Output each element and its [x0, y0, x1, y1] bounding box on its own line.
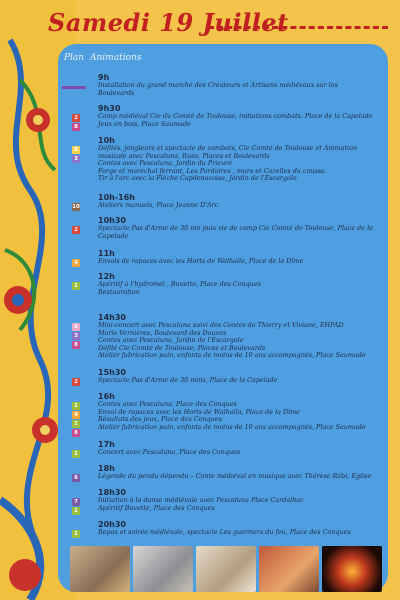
event-time: 10h-16h [98, 193, 135, 202]
event-time: 20h30 [98, 520, 126, 529]
plan-number-badge: 8 [72, 429, 80, 437]
event-description: Camp médiéval Cie du Comté de Toulouse, initiations combats. Place de la Capelade Jeux en bois, Place Saumade [98, 112, 373, 128]
photo-knight [133, 546, 193, 592]
photo-street [196, 546, 256, 592]
event-time: 10h [98, 136, 115, 145]
plan-number-badge: 8 [72, 341, 80, 349]
page-title: Samedi 19 Juillet [48, 8, 289, 37]
plan-number-badge: 1 [72, 282, 80, 290]
event-time: 9h [98, 73, 110, 82]
plan-number-badge: 2 [72, 114, 80, 122]
separator-line [62, 86, 86, 89]
plan-number-badge: 2 [72, 378, 80, 386]
plan-number-badge: 3 [72, 155, 80, 163]
plan-header: Plan [64, 53, 85, 63]
plan-number-badge: 2 [72, 226, 80, 234]
event-description: Mini-concert avec Pescaluna suivi des Contes de Thierry et Viviane, EHPAD Marie Vernières, Boulevard des Douves Contes avec Pescaluna, Jardin de l'Escargole Défilé Cie Comté de Toulouse, Places et Boulevards Atelier fabrication pain, enfants de moins de 10 ans accompagnés, Place Saumade [98, 321, 366, 360]
photo-dancers [259, 546, 319, 592]
event-time: 17h [98, 440, 115, 449]
event-description: Repas et soirée médiévale, spectacle Les guerriers du feu, Place des Conques [98, 528, 351, 536]
event-time: 10h30 [98, 216, 126, 225]
event-description: Défilés, jongleurs et spectacle de combats, Cie Comté de Toulouse et Animation musicale avec Pescaluna, Rues, Places et Boulevards Contes avec Pescaluna, Jardin du Prieuré Forge et maréchal ferrant, Les Pardaires , murs et Cazelles du causse. Tir à l'arc avec la Flèche Capdenacoise, Jardin de l'Escargole [98, 144, 358, 183]
event-description: Spectacle Pas d'Arme de 30 mn puis vie de camp Cie Comté de Toulouse, Place de la Capelade [98, 224, 373, 240]
plan-number-badge: 1 [72, 450, 80, 458]
event-time: 18h [98, 464, 115, 473]
plan-number-badge: 1 [72, 507, 80, 515]
event-description: Installation du grand marché des Créateurs et Artisans médiévaux sur les Boulevards [98, 81, 338, 97]
title-dashes [208, 26, 388, 29]
event-time: 15h30 [98, 368, 126, 377]
plan-number-badge: 1 [72, 530, 80, 538]
plan-number-badge: 1 [72, 402, 80, 410]
event-time: 16h [98, 392, 115, 401]
plan-number-badge: 9 [72, 146, 80, 154]
photo-strip [70, 546, 382, 592]
plan-number-badge: 7 [72, 498, 80, 506]
plan-number-badge: 1 [72, 420, 80, 428]
plan-number-badge: 8 [72, 123, 80, 131]
plan-number-badge: 10 [72, 204, 80, 210]
event-time: 12h [98, 272, 115, 281]
plan-number-badge: 4 [72, 411, 80, 419]
event-description: Apéritif à l'hydromel , Buvette, Place des Conques Restauration [98, 280, 261, 296]
event-time: 9h30 [98, 104, 121, 113]
photo-fire-show [322, 546, 382, 592]
event-time: 11h [98, 249, 115, 258]
event-description: Envols de rapaces avec les Horts de Walhalla, Place de la Dîme [98, 257, 304, 265]
plan-number-badge: 4 [72, 259, 80, 267]
plan-number-badge: 6 [72, 474, 80, 482]
event-description: Initiation à la danse médiévale avec Pescaluna Place Cardalhac Apéritif Buvette, Place des Conques [98, 496, 304, 512]
plan-number-badge: 3 [72, 332, 80, 340]
event-description: Spectacle Pas d'Arme de 30 mins, Place de la Capelade [98, 376, 278, 384]
photo-costumes [70, 546, 130, 592]
plan-number-badge: 5 [72, 323, 80, 331]
event-time: 14h30 [98, 313, 126, 322]
animations-header: Animations [90, 53, 142, 63]
event-description: Ateliers manuels, Place Jeanne D'Arc [98, 201, 219, 209]
event-description: Contes avec Pescaluna, Place des Conques Envol de rapaces avec les Horts de Walhalla, Place de la Dîme Résultats des jeux, Place des Conques Atelier fabrication pain, enfants de moins de 10 ans accompagnés, Place Saumade [98, 400, 366, 431]
event-description: Légende du pendu dépendu – Conte médiéval en musique avec Thérèse Rébi, Eglise [98, 472, 372, 480]
event-time: 18h30 [98, 488, 126, 497]
event-description: Concert avec Pescaluna, Place des Conques [98, 448, 241, 456]
